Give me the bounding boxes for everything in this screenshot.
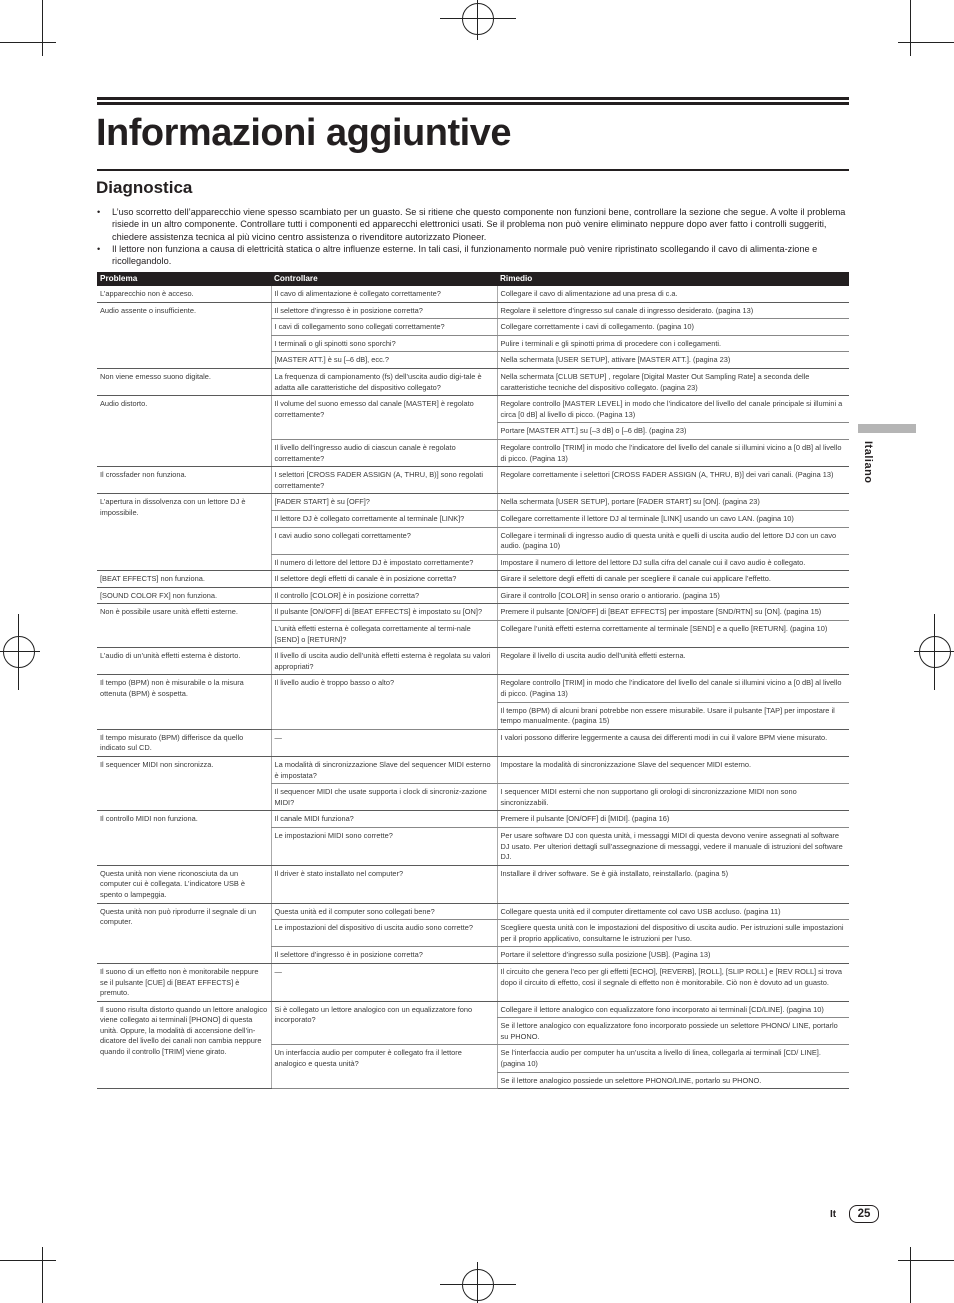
remedy-cell: Regolare il livello di uscita audio dell’unità effetti esterna. bbox=[497, 648, 849, 675]
table-row bbox=[97, 648, 849, 675]
check-cell: I cavi audio sono collegati correttamente? bbox=[271, 527, 497, 554]
check-cell: Il pulsante [ON/OFF] di [BEAT EFFECTS] è impostato su [ON]? bbox=[271, 604, 497, 621]
remedy-cell: I sequencer MIDI esterni che non supportano gli orologi di sincronizzazione MIDI non sono sincronizzabili. bbox=[497, 784, 849, 811]
problem-cell: Il tempo (BPM) non è misurabile o la misura ottenuta (BPM) è sospetta. bbox=[97, 675, 271, 729]
remedy-cell: Collegare il cavo di alimentazione ad una presa di c.a. bbox=[497, 286, 849, 302]
remedy-cell: Premere il pulsante [ON/OFF] di [MIDI]. (pagina 16) bbox=[497, 811, 849, 828]
check-cell: La modalità di sincronizzazione Slave del sequencer MIDI esterno è impostata? bbox=[271, 757, 497, 784]
title-rules bbox=[97, 97, 849, 107]
title-underline bbox=[97, 169, 849, 171]
header-remedy: Rimedio bbox=[497, 272, 849, 286]
problem-cell: Questa unità non può riprodurre il segnale di un computer. bbox=[97, 903, 271, 963]
remedy-cell: Regolare controllo [TRIM] in modo che l’indicatore del livello del canale si illumini vicino a [0 dB] al livello di picco. (Pagina 13) bbox=[497, 675, 849, 702]
check-cell: Il selettore d’ingresso è in posizione corretta? bbox=[271, 302, 497, 319]
bullet-icon: • bbox=[97, 243, 101, 254]
remedy-cell: Regolare correttamente i selettori [CROSS FADER ASSIGN (A, THRU, B)] dei vari canali. (Pagina 13) bbox=[497, 467, 849, 494]
check-cell: Il selettore degli effetti di canale è in posizione corretta? bbox=[271, 571, 497, 588]
table-row bbox=[97, 302, 849, 319]
remedy-cell: Nella schermata [CLUB SETUP] , regolare [Digital Master Out Sampling Rate] a seconda delle caratteristiche tecniche del dispositivo collegato. (pagina 23) bbox=[497, 368, 849, 395]
table-row bbox=[97, 368, 849, 395]
check-cell: — bbox=[271, 963, 497, 1001]
problem-cell: Audio assente o insufficiente. bbox=[97, 302, 271, 368]
table-row bbox=[97, 571, 849, 588]
problem-cell: Il suono risulta distorto quando un lettore analogico viene collegato ai terminali [PHONO] di questa unità. Oppure, la modalità di accensione dell’in-dicatore del livello dei canali non cambia neppure quando il controllo [TRIM] viene girato. bbox=[97, 1001, 271, 1089]
problem-cell: Il controllo MIDI non funziona. bbox=[97, 811, 271, 865]
check-cell: Il sequencer MIDI che usate supporta i clock di sincroniz-zazione MIDI? bbox=[271, 784, 497, 811]
table-row bbox=[97, 587, 849, 604]
problem-cell: L’audio di un’unità effetti esterna è distorto. bbox=[97, 648, 271, 675]
check-cell: Il livello di uscita audio dell’unità effetti esterna è regolata su valori appropriati? bbox=[271, 648, 497, 675]
remedy-cell: Portare il selettore d’ingresso sulla posizione [USB]. (Pagina 13) bbox=[497, 947, 849, 964]
problem-cell: L’apparecchio non è acceso. bbox=[97, 286, 271, 302]
check-cell: Il livello dell’ingresso audio di ciascun canale è regolato correttamente? bbox=[271, 439, 497, 466]
problem-cell: Audio distorto. bbox=[97, 396, 271, 467]
problem-cell: Il sequencer MIDI non sincronizza. bbox=[97, 757, 271, 811]
bullet-icon: • bbox=[97, 207, 101, 217]
check-cell: Il selettore d’ingresso è in posizione corretta? bbox=[271, 947, 497, 964]
page-number: 25 bbox=[849, 1205, 879, 1223]
check-cell: — bbox=[271, 729, 497, 756]
check-cell: Il cavo di alimentazione è collegato correttamente? bbox=[271, 286, 497, 302]
table-row bbox=[97, 675, 849, 702]
problem-cell: Il tempo misurato (BPM) differisce da quello indicato sul CD. bbox=[97, 729, 271, 756]
remedy-cell: Se il lettore analogico con equalizzatore fono incorporato possiede un selettore PHONO/ LINE, portarlo su PHONO. bbox=[497, 1018, 849, 1045]
check-cell: Il canale MIDI funziona? bbox=[271, 811, 497, 828]
table-row bbox=[97, 396, 849, 423]
remedy-cell: Premere il pulsante [ON/OFF] di [BEAT EFFECTS] per impostare [SND/RTN] su [ON]. (pagina 15) bbox=[497, 604, 849, 621]
remedy-cell: Collegare il lettore analogico con equalizzatore fono incorporato ai terminali [CD/LINE]. (pagina 10) bbox=[497, 1001, 849, 1018]
table-row bbox=[97, 729, 849, 756]
problem-cell: Non viene emesso suono digitale. bbox=[97, 368, 271, 395]
header-check: Controllare bbox=[271, 272, 497, 286]
problem-cell: Il crossfader non funziona. bbox=[97, 467, 271, 494]
remedy-cell: Se l’interfaccia audio per computer ha un’uscita a livello di linea, collegarla ai terminali [CD/ LINE]. (pagina 10) bbox=[497, 1045, 849, 1072]
remedy-cell: Girare il controllo [COLOR] in senso orario o antiorario. (pagina 15) bbox=[497, 587, 849, 604]
check-cell: Il driver è stato installato nel computer? bbox=[271, 865, 497, 903]
page-title: Informazioni aggiuntive bbox=[96, 112, 511, 154]
remedy-cell: Girare il selettore degli effetti di canale per scegliere il canale cui applicare l’effetto. bbox=[497, 571, 849, 588]
remedy-cell: Il circuito che genera l’eco per gli effetti [ECHO], [REVERB], [ROLL], [SLIP ROLL] e [REV ROLL] si trova dopo il circuito di effetto, così il segnale di effetto non è monitorabile. Ciò non è dovuto ad un guasto. bbox=[497, 963, 849, 1001]
section-title: Diagnostica bbox=[96, 178, 193, 197]
remedy-cell: Impostare il numero di lettore del lettore DJ sulla cifra del canale cui il cavo audio è collegato. bbox=[497, 554, 849, 571]
sidebar-language: Italiano bbox=[862, 441, 874, 484]
footer-language: It bbox=[830, 1209, 837, 1220]
sidebar-tab bbox=[858, 424, 916, 433]
check-cell: I terminali o gli spinotti sono sporchi? bbox=[271, 335, 497, 352]
table-row bbox=[97, 286, 849, 302]
check-cell: Le impostazioni del dispositivo di uscita audio sono corrette? bbox=[271, 920, 497, 947]
table-body bbox=[97, 286, 849, 1089]
problem-cell: Non è possibile usare unità effetti esterne. bbox=[97, 604, 271, 648]
remedy-cell: Portare [MASTER ATT.] su [–3 dB] o [–6 dB]. (pagina 23) bbox=[497, 423, 849, 440]
remedy-cell: Collegare questa unità ed il computer direttamente col cavo USB accluso. (pagina 11) bbox=[497, 903, 849, 920]
remedy-cell: Nella schermata [USER SETUP], portare [FADER START] su [ON]. (pagina 23) bbox=[497, 494, 849, 511]
problem-cell: Questa unità non viene riconosciuta da un computer cui è collegata. L’indicatore USB è spento o lampeggia. bbox=[97, 865, 271, 903]
remedy-cell: Se il lettore analogico possiede un selettore PHONO/LINE, portarlo su PHONO. bbox=[497, 1072, 849, 1089]
problem-cell: L’apertura in dissolvenza con un lettore DJ è impossibile. bbox=[97, 494, 271, 571]
table-row bbox=[97, 494, 849, 511]
table-row bbox=[97, 963, 849, 1001]
remedy-cell: Pulire i terminali e gli spinotti prima di procedere con i collegamenti. bbox=[497, 335, 849, 352]
problem-cell: [SOUND COLOR FX] non funziona. bbox=[97, 587, 271, 604]
check-cell: Le impostazioni MIDI sono corrette? bbox=[271, 827, 497, 865]
check-cell: La frequenza di campionamento (fs) dell’uscita audio digi-tale è adatta alle caratteristiche del dispositivo collegato? bbox=[271, 368, 497, 395]
remedy-cell: Impostare la modalità di sincronizzazione Slave del sequencer MIDI esterno. bbox=[497, 757, 849, 784]
remedy-cell: Installare il driver software. Se è già installato, reinstallarlo. (pagina 5) bbox=[497, 865, 849, 903]
intro-list bbox=[96, 206, 852, 267]
check-cell: [MASTER ATT.] è su [–6 dB], ecc.? bbox=[271, 352, 497, 369]
remedy-cell: Collegare correttamente i cavi di collegamento. (pagina 10) bbox=[497, 319, 849, 336]
remedy-cell: Regolare controllo [TRIM] in modo che l’indicatore del livello del canale si illumini vicino a [0 dB] al livello di picco. (Pagina 13) bbox=[497, 439, 849, 466]
check-cell: I cavi di collegamento sono collegati correttamente? bbox=[271, 319, 497, 336]
remedy-cell: Regolare il selettore d’ingresso sul canale di ingresso desiderato. (pagina 13) bbox=[497, 302, 849, 319]
diagnostics-table bbox=[97, 272, 849, 1089]
check-cell: Un interfaccia audio per computer è collegato fra il lettore analogico e questa unità? bbox=[271, 1045, 497, 1089]
remedy-cell: Per usare software DJ con questa unità, i messaggi MIDI di questa devono venire assegnati al software DJ usato. Per ulteriori dettagli sull’assegnazione di messaggi, vedere il manuale di istruzioni del software DJ. bbox=[497, 827, 849, 865]
check-cell: Il controllo [COLOR] è in posizione corretta? bbox=[271, 587, 497, 604]
table-row bbox=[97, 604, 849, 621]
remedy-cell: Collegare correttamente il lettore DJ al terminale [LINK] usando un cavo LAN. (pagina 10) bbox=[497, 510, 849, 527]
header-problem: Problema bbox=[97, 272, 271, 286]
table-row bbox=[97, 865, 849, 903]
check-cell: Questa unità ed il computer sono collegati bene? bbox=[271, 903, 497, 920]
table-row bbox=[97, 811, 849, 828]
remedy-cell: Regolare controllo [MASTER LEVEL] in modo che l’indicatore del livello del canale principale si illumini a circa [0 dB] al livello di picco. (Pagina 13) bbox=[497, 396, 849, 423]
problem-cell: Il suono di un effetto non è monitorabile neppure se il pulsante [CUE] di [BEAT EFFECTS] è premuto. bbox=[97, 963, 271, 1001]
table-header-row bbox=[97, 272, 849, 286]
remedy-cell: Collegare l’unità effetti esterna correttamente al terminale [SEND] e a quello [RETURN]. (pagina 10) bbox=[497, 621, 849, 648]
remedy-cell: Scegliere questa unità con le impostazioni del dispositivo di uscita audio. Per istruzioni sulle impostazioni per il proprio applicativo, consultarne le istruzioni per l’uso. bbox=[497, 920, 849, 947]
table-row bbox=[97, 1001, 849, 1018]
intro-item: • L’uso scorretto dell’apparecchio viene spesso scambiato per un guasto. Se si ritiene che questo componente non funzioni bene, controllare la sezione che segue. A volte il problema risiede in un altro componente. Controllare tutti i componenti ed apparecchi elettronici usati. Se il problema non può venire eliminato neppure dopo aver fatto i controlli suggeriti, chiedere assistenza tecnica al più vicino centro assistenza o rivenditore autorizzato Pioneer. bbox=[97, 207, 846, 242]
check-cell: Il livello audio è troppo basso o alto? bbox=[271, 675, 497, 729]
check-cell: Il volume del suono emesso dal canale [MASTER] è regolato correttamente? bbox=[271, 396, 497, 440]
check-cell: L’unità effetti esterna è collegata correttamente al termi-nale [SEND] o [RETURN]? bbox=[271, 621, 497, 648]
problem-cell: [BEAT EFFECTS] non funziona. bbox=[97, 571, 271, 588]
check-cell: I selettori [CROSS FADER ASSIGN (A, THRU, B)] sono regolati correttamente? bbox=[271, 467, 497, 494]
check-cell: Il lettore DJ è collegato correttamente al terminale [LINK]? bbox=[271, 510, 497, 527]
check-cell: [FADER START] è su [OFF]? bbox=[271, 494, 497, 511]
table-row bbox=[97, 757, 849, 784]
table-row bbox=[97, 903, 849, 920]
check-cell: Il numero di lettore del lettore DJ è impostato correttamente? bbox=[271, 554, 497, 571]
remedy-cell: Collegare i terminali di ingresso audio di questa unità e quelli di uscita audio del lettore DJ con un cavo audio. (pagina 10) bbox=[497, 527, 849, 554]
table-row bbox=[97, 467, 849, 494]
intro-item: • Il lettore non funziona a causa di elettricità statica o altre influenze esterne. In tali casi, il funzionamento normale può venire ripristinato scollegando il cavo di alimenta-zione e ricollegandolo. bbox=[97, 243, 818, 267]
remedy-cell: Nella schermata [USER SETUP], attivare [MASTER ATT.]. (pagina 23) bbox=[497, 352, 849, 369]
remedy-cell: I valori possono differire leggermente a causa dei differenti modi in cui il valore BPM viene misurato. bbox=[497, 729, 849, 756]
check-cell: Si è collegato un lettore analogico con un equalizzatore fono incorporato? bbox=[271, 1001, 497, 1045]
remedy-cell: Il tempo (BPM) di alcuni brani potrebbe non essere misurabile. Usare il pulsante [TAP] per impostare il tempo manualmente. (pagina 15) bbox=[497, 702, 849, 729]
